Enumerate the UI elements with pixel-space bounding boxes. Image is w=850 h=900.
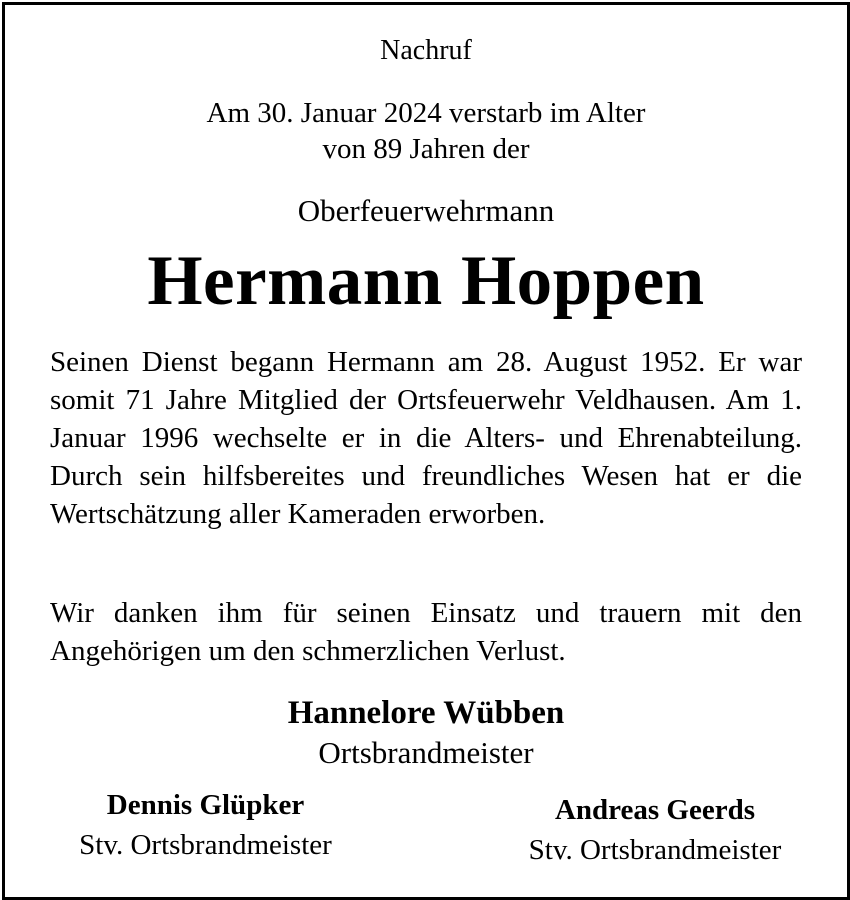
signature-main xyxy=(5,693,847,773)
service-paragraph xyxy=(50,343,802,533)
condolence-paragraph xyxy=(50,594,802,670)
signature-left xyxy=(48,785,363,865)
paragraph-text: Wir danken ihm für seinen Einsatz und trauern mit den Angehörigen um den schmerzlichen Verlust. xyxy=(50,597,802,667)
intro-line-2: von 89 Jahren der xyxy=(322,133,530,165)
signature-right xyxy=(500,790,810,870)
signatory-title: Stv. Ortsbrandmeister xyxy=(528,834,782,866)
signatory-name: Andreas Geerds xyxy=(554,794,756,826)
obituary-notice xyxy=(2,2,850,900)
intro-text xyxy=(5,95,847,167)
signatory-title: Ortsbrandmeister xyxy=(318,735,534,770)
notice-heading: Nachruf xyxy=(380,35,472,66)
deceased-rank: Oberfeuerwehrmann xyxy=(297,193,555,228)
signatory-name: Dennis Glüpker xyxy=(106,789,305,821)
intro-line-1: Am 30. Januar 2024 verstarb im Alter xyxy=(206,97,646,129)
signatory-title: Stv. Ortsbrandmeister xyxy=(79,829,332,861)
signatory-name: Hannelore Wübben xyxy=(287,695,565,731)
paragraph-text: Seinen Dienst begann Hermann am 28. August 1952. Er war somit 71 Jahre Mitglied der Ortsfeuerwehr Veldhausen. Am 1. Januar 1996 wechselte er in die Alters- und Ehrenabteilung. Durch sein hilfsbereites und freundliches Wesen hat er die Wertschätzung aller Kameraden erworben. xyxy=(50,346,802,530)
deceased-name: Hermann Hoppen xyxy=(147,242,705,320)
